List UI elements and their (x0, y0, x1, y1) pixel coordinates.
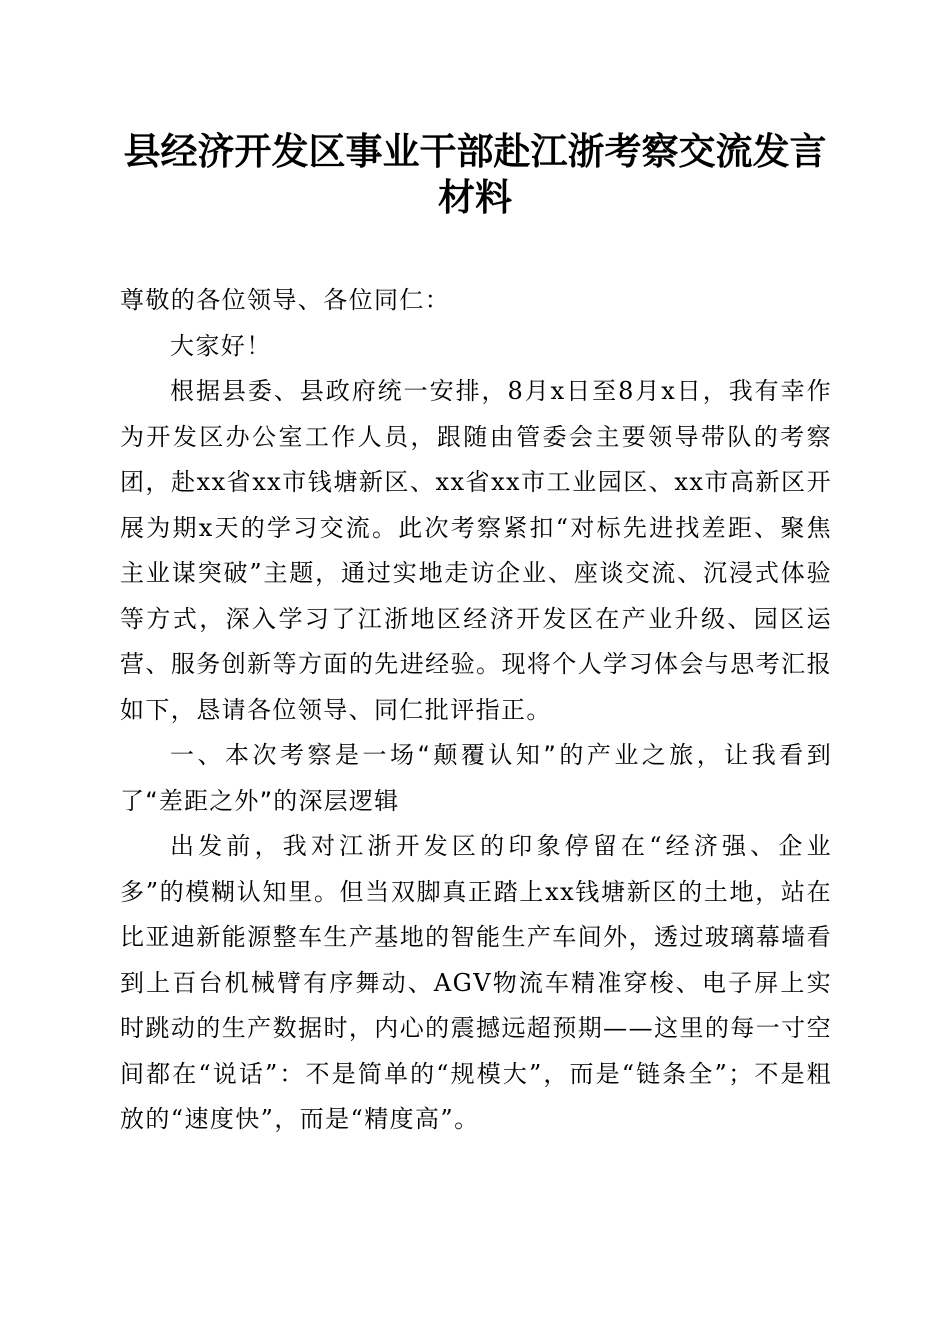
salutation: 尊敬的各位领导、各位同仁： (120, 286, 451, 314)
document-title: 县经济开发区事业干部赴江浙考察交流发言材料 (123, 129, 827, 219)
document-body (120, 278, 832, 1143)
section-1-paragraph: 出发前，我对江浙开发区的印象停留在“经济强、企业多”的模糊认知里。但当双脚真正踏上xx钱塘新区的土地，站在比亚迪新能源整车生产基地的智能生产车间外，透过玻璃幕墙看到上百台机械臂有序舞动、AGV物流车精准穿梭、电子屏上实时跳动的生产数据时，内心的震撼远超预期——这里的每一寸空间都在“说话”：不是简单的“规模大”，而是“链条全”；不是粗放的“速度快”，而是“精度高”。 (120, 832, 832, 1133)
greeting: 大家好！ (170, 331, 272, 360)
section-heading-1: 一、本次考察是一场“颠覆认知”的产业之旅，让我看到了“差距之外”的深层逻辑 (120, 741, 832, 815)
intro-paragraph: 根据县委、县政府统一安排，8月x日至8月x日，我有幸作为开发区办公室工作人员，跟随由管委会主要领导带队的考察团，赴xx省xx市钱塘新区、xx省xx市工业园区、xx市高新区开展为期x天的学习交流。此次考察紧扣“对标先进找差距、聚焦主业谋突破”主题，通过实地走访企业、座谈交流、沉浸式体验等方式，深入学习了江浙地区经济开发区在产业升级、园区运营、服务创新等方面的先进经验。现将个人学习体会与思考汇报如下，恳请各位领导、同仁批评指正。 (120, 377, 832, 724)
